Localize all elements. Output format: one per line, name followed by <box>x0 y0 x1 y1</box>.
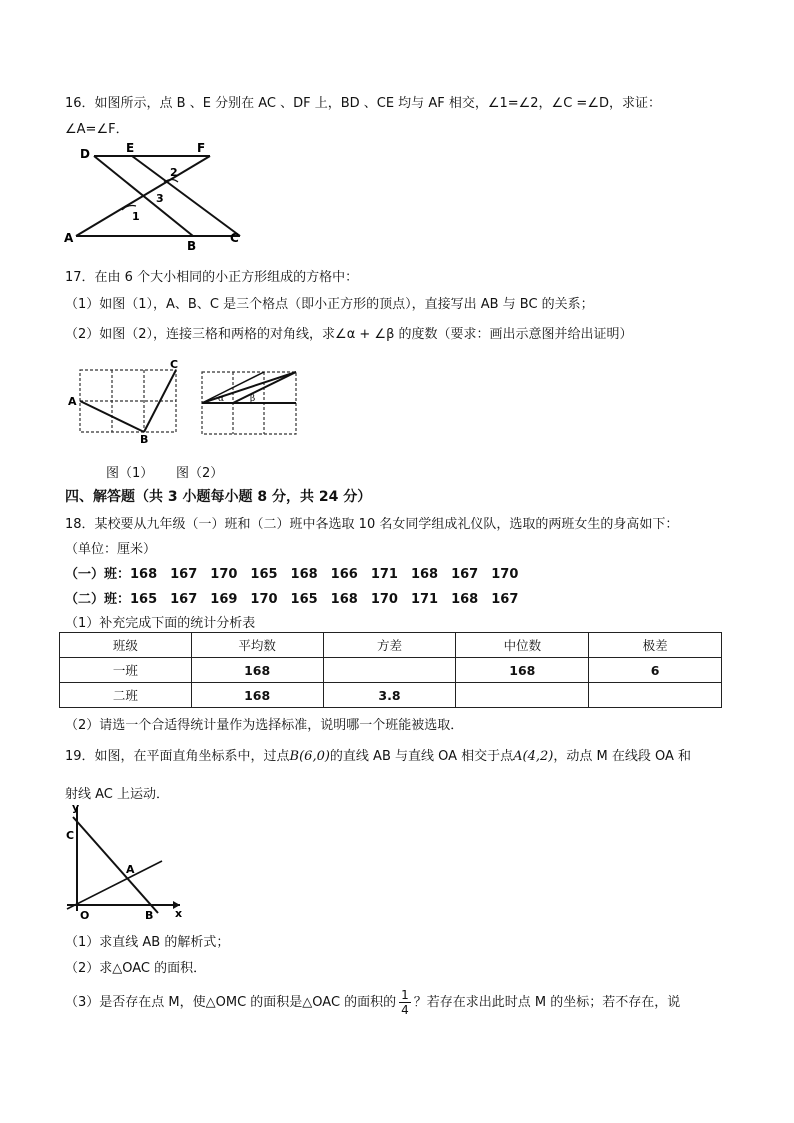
table-cell: 168 <box>191 683 323 708</box>
q16-figure <box>60 138 250 250</box>
q17-figure-2 <box>196 366 300 438</box>
q19-part3 <box>65 988 680 1017</box>
table-cell: 6 <box>589 658 722 683</box>
q19-line1-b: 的直线 AB 与直线 OA 相交于点 <box>329 749 514 764</box>
table-cell <box>456 683 589 708</box>
table-row <box>60 683 722 708</box>
q19-text-line1 <box>65 745 691 764</box>
table-header-cell: 中位数 <box>456 633 589 658</box>
q16-angle-2: 2 <box>170 166 178 179</box>
table-cell <box>323 658 456 683</box>
q19-label-x: x <box>175 907 183 920</box>
section-4-heading: 四、解答题（共 3 小题每小题 8 分，共 24 分） <box>65 489 372 505</box>
q19-label-y: y <box>72 803 80 814</box>
q17-caption-fig1: 图（1） <box>106 466 154 481</box>
q19-fraction-numerator: 1 <box>401 988 409 1002</box>
table-cell: 一班 <box>60 658 192 683</box>
table-header-cell: 班级 <box>60 633 192 658</box>
q17-figure-1 <box>66 358 190 444</box>
q17-fig2-beta: β <box>250 394 256 404</box>
q16-label-C: C <box>230 231 239 245</box>
q18-text-line1: 18．某校要从九年级（一）班和（二）班中各选取 10 名女同学组成礼仪队，选取的两班女生的身高如下： <box>65 517 679 532</box>
q18-part1: （1）补充完成下面的统计分析表 <box>65 616 256 631</box>
q19-label-B: B <box>145 909 154 921</box>
q18-unit: （单位：厘米） <box>65 542 157 557</box>
q17-fig2-alpha: α <box>218 394 225 404</box>
q16-text-line2: ∠A=∠F． <box>65 122 129 137</box>
q19-part1: （1）求直线 AB 的解析式； <box>65 935 230 950</box>
q19-label-C: C <box>66 829 75 842</box>
q17-text-line3: （2）如图（2），连接三格和两格的对角线，求∠α + ∠β 的度数（要求：画出示意图并给出证明） <box>65 327 633 342</box>
q19-label-O: O <box>80 909 90 921</box>
table-cell: 3.8 <box>323 683 456 708</box>
q17-text-line1: 17．在由 6 个大小相同的小正方形组成的方格中： <box>65 270 359 285</box>
table-cell: 二班 <box>60 683 192 708</box>
q19-point-A: A(4,2) <box>513 749 554 764</box>
q19-text-line2: 射线 AC 上运动． <box>65 787 170 802</box>
table-cell <box>589 683 722 708</box>
q17-fig1-label-C: C <box>170 358 179 371</box>
q18-stats-table <box>59 632 722 708</box>
q19-line1-a: 19．如图，在平面直角坐标系中，过点 <box>65 749 290 764</box>
q19-fraction <box>399 988 411 1017</box>
q16-angle-1: 1 <box>132 210 140 223</box>
q17-fig1-label-B: B <box>140 433 149 444</box>
table-row <box>60 658 722 683</box>
q19-part3-b: ？若存在求出此时点 M 的坐标；若不存在，说 <box>413 995 681 1010</box>
table-header-cell: 平均数 <box>191 633 323 658</box>
table-cell: 168 <box>456 658 589 683</box>
q18-class1-heights: （一）班：168 167 170 165 168 166 171 168 167 170 <box>65 567 519 582</box>
q17-fig1-label-A: A <box>68 395 77 408</box>
q16-label-A: A <box>64 231 74 245</box>
q17-text-line2: （1）如图（1），A、B、C 是三个格点（即小正方形的顶点），直接写出 AB 与 BC 的关系； <box>65 297 594 312</box>
table-header-cell: 方差 <box>323 633 456 658</box>
table-header-row <box>60 633 722 658</box>
q19-fraction-denominator: 4 <box>401 1003 409 1017</box>
q19-part2: （2）求△OAC 的面积． <box>65 961 207 976</box>
q16-label-B: B <box>187 239 197 250</box>
table-header-cell: 极差 <box>589 633 722 658</box>
q19-figure <box>62 803 186 921</box>
q16-text-line1: 16．如图所示，点 B 、E 分别在 AC 、DF 上，BD 、CE 均与 AF 相交，∠1=∠2，∠C =∠D，求证： <box>65 96 661 111</box>
q16-angle-3: 3 <box>156 192 164 205</box>
table-cell: 168 <box>191 658 323 683</box>
q18-class2-heights: （二）班：165 167 169 170 165 168 170 171 168 167 <box>65 592 519 607</box>
q19-label-A: A <box>126 863 135 876</box>
q16-label-D: D <box>80 147 90 161</box>
q19-part3-a: （3）是否存在点 M，使△OMC 的面积是△OAC 的面积的 <box>65 995 397 1010</box>
q16-label-F: F <box>197 141 206 155</box>
q16-label-E: E <box>126 141 135 155</box>
q18-part2: （2）请选一个合适得统计量作为选择标准，说明哪一个班能被选取． <box>65 718 464 733</box>
q19-point-B: B(6,0) <box>289 749 330 764</box>
q19-line1-c: ，动点 M 在线段 OA 和 <box>553 749 692 764</box>
q17-caption-fig2: 图（2） <box>176 466 224 481</box>
